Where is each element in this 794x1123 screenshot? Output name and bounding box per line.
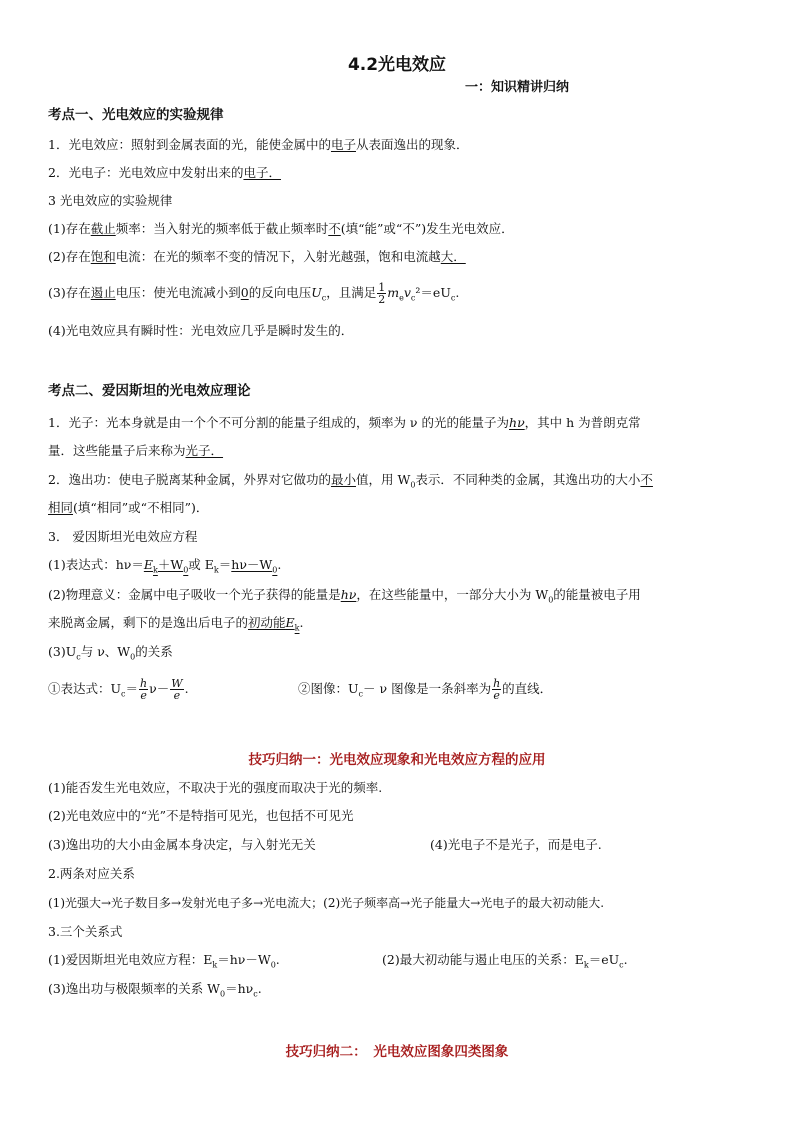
kp2-line-4: 相同(填“相同”或“不相同”)． <box>48 500 209 515</box>
fraction: $\frac{1}{2}$ <box>378 281 386 306</box>
fraction: $\frac{W}{e}$ <box>171 677 183 702</box>
blank-answer: E <box>143 557 153 572</box>
kp2-line-8: 来脱离金属，剩下的是逸出后电子的初动能$E_k$. <box>48 615 304 633</box>
kp1-line-7: (4)光电效应具有瞬时性：光电效应几乎是瞬时发生的． <box>48 323 354 338</box>
skill2-heading: 技巧归纳二： 光电效应图象四类图象 <box>285 1044 509 1060</box>
blank-answer: 截止 <box>90 221 116 236</box>
blank-answer: 初动能 <box>248 615 286 630</box>
kp2-line-5: 3． 爱因斯坦光电效应方程 <box>48 529 198 544</box>
skill1-line-2: (2)光电效应中的“光”不是特指可见光，也包括不可见光 <box>48 808 354 823</box>
blank-answer: 相同 <box>48 500 74 515</box>
kp2-heading: 考点二、爱因斯坦的光电效应理论 <box>48 383 251 399</box>
kp2-line-3: 2．逸出功：使电子脱离某种金属，外界对它做功的最小值，用 $W_0$表示．不同种类的金属，其逸出功的大小不 <box>48 472 653 490</box>
blank-answer: 电子． <box>243 165 281 180</box>
page-subtitle: 一：知识精讲归纳 <box>464 80 569 95</box>
kp1-line-4: (1)存在截止频率：当入射光的频率低于截止频率时不(填“能”或“不”)发生光电效应． <box>48 221 514 236</box>
blank-answer: 饱和 <box>90 249 116 264</box>
kp1-heading: 考点一、光电效应的实验规律 <box>48 107 224 123</box>
blank-answer: 电子 <box>330 137 356 152</box>
kp1-line-1: 1．光电效应：照射到金属表面的光，能使金属中的电子从表面逸出的现象． <box>48 137 469 152</box>
blank-answer: 0 <box>240 285 249 300</box>
blank-answer: 大． <box>440 249 466 264</box>
kp2-line-2: 量．这些能量子后来称为光子． <box>48 443 224 458</box>
kp1-line-2: 2．光电子：光电效应中发射出来的电子． <box>48 165 281 180</box>
kp2-line-10a: ①表达式：$U_c=$ $\frac{h}{e}$ ν－ $\frac{W}{e}$ . <box>48 677 189 702</box>
skill1-heading: 技巧归纳一：光电效应现象和光电效应方程的应用 <box>248 752 546 768</box>
skill1-line-3a: (3)逸出功的大小由金属本身决定，与入射光无关 <box>48 837 316 852</box>
blank-answer: 最小 <box>330 472 356 487</box>
blank-answer: hν－W <box>231 557 273 572</box>
kp1-line-6: (3)存在遏止电压：使光电流减小到0的反向电压$U_c$，且满足 $\frac{1}{2}$ $m_ev_c^2=eU_c$. <box>48 281 460 306</box>
fraction: $\frac{h}{e}$ <box>493 677 501 702</box>
page-title: 4.2光电效应 <box>347 55 447 75</box>
skill1-line-4: 2.两条对应关系 <box>48 866 135 881</box>
skill1-line-3b: (4)光电子不是光子，而是电子. <box>430 837 602 852</box>
kp2-line-10b: ②图像：$U_c- \nu$ 图像是一条斜率为 $\frac{h}{e}$ 的直线． <box>298 677 553 702</box>
skill1-line-7a: (1)爱因斯坦光电效应方程：$E_k=h\nu-W_0$. <box>48 952 280 970</box>
skill1-line-6: 3.三个关系式 <box>48 924 123 939</box>
kp1-line-5: (2)存在饱和电流：在光的频率不变的情况下，入射光越强，饱和电流越大． <box>48 249 466 264</box>
kp2-line-7: (2)物理意义：金属中电子吸收一个光子获得的能量是hν，在这些能量中，一部分大小为 $W_0$的能量被电子用 <box>48 587 641 605</box>
blank-answer: ＋W <box>157 557 184 572</box>
skill1-line-7b: (2)最大初动能与遏止电压的关系：$E_k=eU_c$. <box>382 952 628 970</box>
skill1-line-8: (3)逸出功与极限频率的关系 $W_0=h\nu_c$. <box>48 981 262 999</box>
blank-answer: hν <box>509 415 525 430</box>
kp1-line-3: 3 光电效应的实验规律 <box>48 193 173 208</box>
blank-answer: 不 <box>328 221 341 236</box>
blank-answer: 不 <box>640 472 653 487</box>
blank-answer: hν <box>340 587 357 602</box>
fraction: $\frac{h}{e}$ <box>140 677 148 702</box>
kp2-line-6: (1)表达式：$h\nu=E_k+W_0$或 $E_k=h\nu-W_0$. <box>48 557 282 575</box>
kp2-line-9: $(3)U_c$与 ν、$W_0$的关系 <box>48 644 173 662</box>
blank-answer: 光子． <box>185 443 224 458</box>
skill1-line-5: (1)光强大→光子数目多→发射光电子多→光电流大；(2)光子频率高→光子能量大→光电子的最大初动能大. <box>48 896 605 910</box>
blank-answer: 遏止 <box>90 285 116 300</box>
skill1-line-1: (1)能否发生光电效应，不取决于光的强度而取决于光的频率. <box>48 780 383 795</box>
kp2-line-1: 1．光子：光本身就是由一个个不可分割的能量子组成的，频率为 ν 的光的能量子为hν，其中 h 为普朗克常 <box>48 415 641 430</box>
